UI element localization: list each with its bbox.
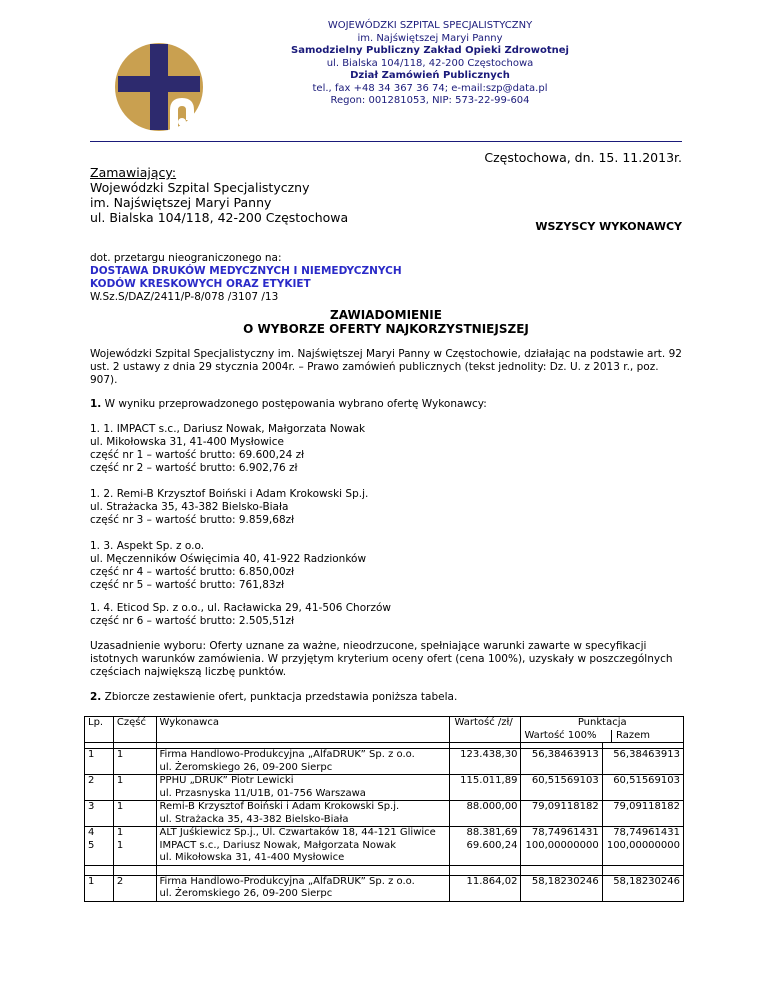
- cell-value: 115.011,89: [450, 775, 521, 801]
- cell-value: 88.381,69: [466, 827, 518, 838]
- header-points-label: Punktacja: [577, 717, 627, 728]
- table-row: [85, 775, 684, 801]
- justification-l3: częściach największą liczbę punktów.: [90, 666, 287, 678]
- cell-part: 2: [113, 875, 149, 901]
- cell-contractor: [156, 801, 450, 827]
- header-divider: [90, 141, 682, 142]
- hospital-logo-icon: [112, 40, 206, 134]
- header-pts100: Wartość 100%: [524, 729, 597, 741]
- cell-points: 56,38463913: [521, 749, 602, 775]
- winner-line: 1. 3. Aspekt Sp. z o.o.: [90, 540, 205, 552]
- cell-points: 58,18230246: [521, 875, 602, 901]
- winner-line: część nr 2 – wartość brutto: 6.902,76 zł: [90, 462, 298, 474]
- notice-heading: [90, 308, 682, 336]
- cell-value: 88.000,00: [450, 801, 521, 827]
- letterhead-line2: im. Najświętszej Maryi Panny: [357, 32, 503, 44]
- letterhead-line1: WOJEWÓDZKI SZPITAL SPECJALISTYCZNY: [327, 20, 533, 31]
- cell-part: 1: [113, 749, 149, 775]
- letterhead: [200, 20, 660, 108]
- winner-line: ul. Męczenników Oświęcimia 40, 41-922 Radzionków: [90, 553, 367, 565]
- intro-l2: ust. 2 ustawy z dnia 29 stycznia 2004r. – Prawo zamówień publicznych (tekst jednolity: Dz. U. z 2013 r., poz.: [90, 361, 659, 373]
- header-value: Wartość /zł/: [450, 717, 521, 743]
- winner-3: [90, 540, 366, 592]
- contractor-name: Remi-B Krzysztof Boiński i Adam Krokowski Sp.j.: [159, 801, 400, 812]
- winner-2: [90, 488, 368, 527]
- cell-points: 100,00000000: [525, 839, 599, 851]
- cell-value: 69.600,24: [466, 839, 518, 851]
- cell-part: 1: [113, 801, 149, 827]
- winner-line: 1. 4. Eticod Sp. z o.o., ul. Racławicka 29, 41-506 Chorzów: [90, 602, 391, 614]
- point1-num: 1.: [90, 398, 102, 410]
- buyer-line3: ul. Bialska 104/118, 42-200 Częstochowa: [90, 210, 349, 225]
- contractor-address: ul. Żeromskiego 26, 09-200 Sierpc: [159, 761, 333, 773]
- buyer-block: [90, 165, 348, 225]
- cell-part: 1: [113, 775, 149, 801]
- header-total: Razem: [611, 730, 680, 743]
- heading-line2: O WYBORZE OFERTY NAJKORZYSTNIEJSZEJ: [243, 322, 529, 336]
- winner-line: część nr 1 – wartość brutto: 69.600,24 zł: [90, 449, 305, 461]
- winner-line: ul. Mikołowska 31, 41-400 Mysłowice: [90, 436, 284, 448]
- cell-part: 1: [116, 827, 124, 838]
- point2-num: 2.: [90, 691, 102, 703]
- cell-contractor: [156, 875, 450, 901]
- cell-value: 123.438,30: [450, 749, 521, 775]
- cell-points: 78,74961431: [531, 827, 599, 838]
- cell-lp: 2: [85, 775, 107, 801]
- cell-part: 1: [116, 839, 124, 851]
- cell-lp: 5: [88, 839, 95, 851]
- header-points: [521, 717, 684, 743]
- point1: [90, 398, 487, 411]
- winner-line: 1. 2. Remi-B Krzysztof Boiński i Adam Krokowski Sp.j.: [90, 488, 369, 500]
- buyer-line2: im. Najświętszej Maryi Panny: [90, 195, 272, 210]
- tender-title2: KODÓW KRESKOWYCH ORAZ ETYKIET: [90, 278, 311, 290]
- point1-text: W wyniku przeprowadzonego postępowania wybrano ofertę Wykonawcy:: [101, 398, 487, 410]
- winner-1: [90, 423, 365, 475]
- cell-lp: 1: [85, 875, 107, 901]
- table-row: [85, 827, 684, 866]
- cell-total: 60,51569103: [602, 775, 683, 801]
- table-row: [85, 749, 684, 775]
- cell-total: 100,00000000: [606, 839, 680, 851]
- contractor-address: ul. Przasnyska 11/U1B, 01-756 Warszawa: [159, 787, 366, 799]
- tender-intro: dot. przetargu nieograniczonego na:: [90, 252, 282, 264]
- winner-4: [90, 602, 391, 628]
- letterhead-line4: ul. Bialska 104/118, 42-200 Częstochowa: [326, 57, 534, 69]
- heading-line1: ZAWIADOMIENIE: [330, 308, 442, 322]
- contractor-name: IMPACT s.c., Dariusz Nowak, Małgorzata Nowak: [159, 839, 397, 851]
- contractor-name: Firma Handlowo-Produkcyjna „AlfaDRUK” Sp. z o.o.: [159, 749, 415, 760]
- table-row: [85, 875, 684, 901]
- winner-line: część nr 6 – wartość brutto: 2.505,51zł: [90, 615, 295, 627]
- intro-l3: 907).: [90, 374, 118, 386]
- intro-paragraph: [90, 348, 690, 387]
- contractor-name: Firma Handlowo-Produkcyjna „AlfaDRUK” Sp. z o.o.: [159, 875, 415, 887]
- letterhead-line3: Samodzielny Publiczny Zakład Opieki Zdrowotnej: [291, 45, 569, 56]
- offers-table: [84, 716, 684, 902]
- cell-contractor: [156, 827, 450, 866]
- contractor-address: ul. Żeromskiego 26, 09-200 Sierpc: [159, 888, 333, 899]
- intro-l1: Wojewódzki Szpital Specjalistyczny im. Najświętszej Maryi Panny w Częstochowie, działając na podstawie art. 92: [90, 348, 682, 360]
- tender-title1: DOSTAWA DRUKÓW MEDYCZNYCH I NIEMEDYCZNYCH: [90, 265, 402, 277]
- tender-block: [90, 252, 402, 304]
- cell-points: 60,51569103: [521, 775, 602, 801]
- cell-contractor: [156, 775, 450, 801]
- cell-contractor: [156, 749, 450, 775]
- contractor-name: ALT Juśkiewicz Sp.j., Ul. Czwartaków 18, 44-121 Gliwice: [159, 827, 436, 838]
- tender-ref: W.Sz.S/DAZ/2411/P-8/078 /3107 /13: [90, 291, 279, 303]
- letterhead-line5: Dział Zamówień Publicznych: [350, 70, 510, 81]
- date-line: Częstochowa, dn. 15. 11.2013r.: [484, 150, 682, 165]
- header-part: Część: [113, 717, 149, 743]
- winner-line: 1. 1. IMPACT s.c., Dariusz Nowak, Małgorzata Nowak: [90, 423, 366, 435]
- winner-line: część nr 3 – wartość brutto: 9.859,68zł: [90, 514, 295, 526]
- letterhead-line7: Regon: 001281053, NIP: 573-22-99-604: [330, 95, 530, 106]
- justification-l1: Uzasadnienie wyboru: Oferty uznane za ważne, nieodrzucone, spełniające warunki zawarte w specyfikacji: [90, 640, 647, 652]
- cell-total: 78,74961431: [613, 827, 680, 838]
- winner-line: część nr 4 – wartość brutto: 6.850,00zł: [90, 566, 295, 578]
- justification-l2: istotnych warunków zamówienia. W przyjętym kryterium oceny ofert (cena 100%), uzyskały w poszczególnych: [90, 653, 673, 665]
- cell-value: 11.864,02: [450, 875, 521, 901]
- contractor-name: PPHU „DRUK” Piotr Lewicki: [159, 775, 294, 786]
- cell-total: 79,09118182: [602, 801, 683, 827]
- justification: [90, 640, 690, 679]
- buyer-label: Zamawiający:: [90, 165, 177, 180]
- cell-lp: 1: [85, 749, 107, 775]
- cell-total: 56,38463913: [602, 749, 683, 775]
- winner-line: ul. Strażacka 35, 43-382 Bielsko-Biała: [90, 501, 289, 513]
- table-header-row: [85, 717, 684, 743]
- cell-points: 79,09118182: [521, 801, 602, 827]
- table-row: [85, 801, 684, 827]
- buyer-line1: Wojewódzki Szpital Specjalistyczny: [90, 180, 310, 195]
- point2-text: Zbiorcze zestawienie ofert, punktacja przedstawia poniższa tabela.: [101, 691, 458, 703]
- header-contractor: Wykonawca: [156, 717, 450, 743]
- letterhead-line6: tel., fax +48 34 367 36 74; e-mail:szp@data.pl: [312, 82, 548, 94]
- cell-lp: 3: [85, 801, 107, 827]
- recipients: WSZYSCY WYKONAWCY: [535, 220, 682, 233]
- winner-line: część nr 5 – wartość brutto: 761,83zł: [90, 579, 285, 591]
- cell-lp: 4: [88, 827, 95, 838]
- point2: [90, 691, 457, 704]
- header-lp: Lp.: [85, 717, 107, 743]
- cell-total: 58,18230246: [602, 875, 683, 901]
- contractor-address: ul. Strażacka 35, 43-382 Bielsko-Biała: [159, 813, 349, 825]
- contractor-address: ul. Mikołowska 31, 41-400 Mysłowice: [159, 852, 345, 863]
